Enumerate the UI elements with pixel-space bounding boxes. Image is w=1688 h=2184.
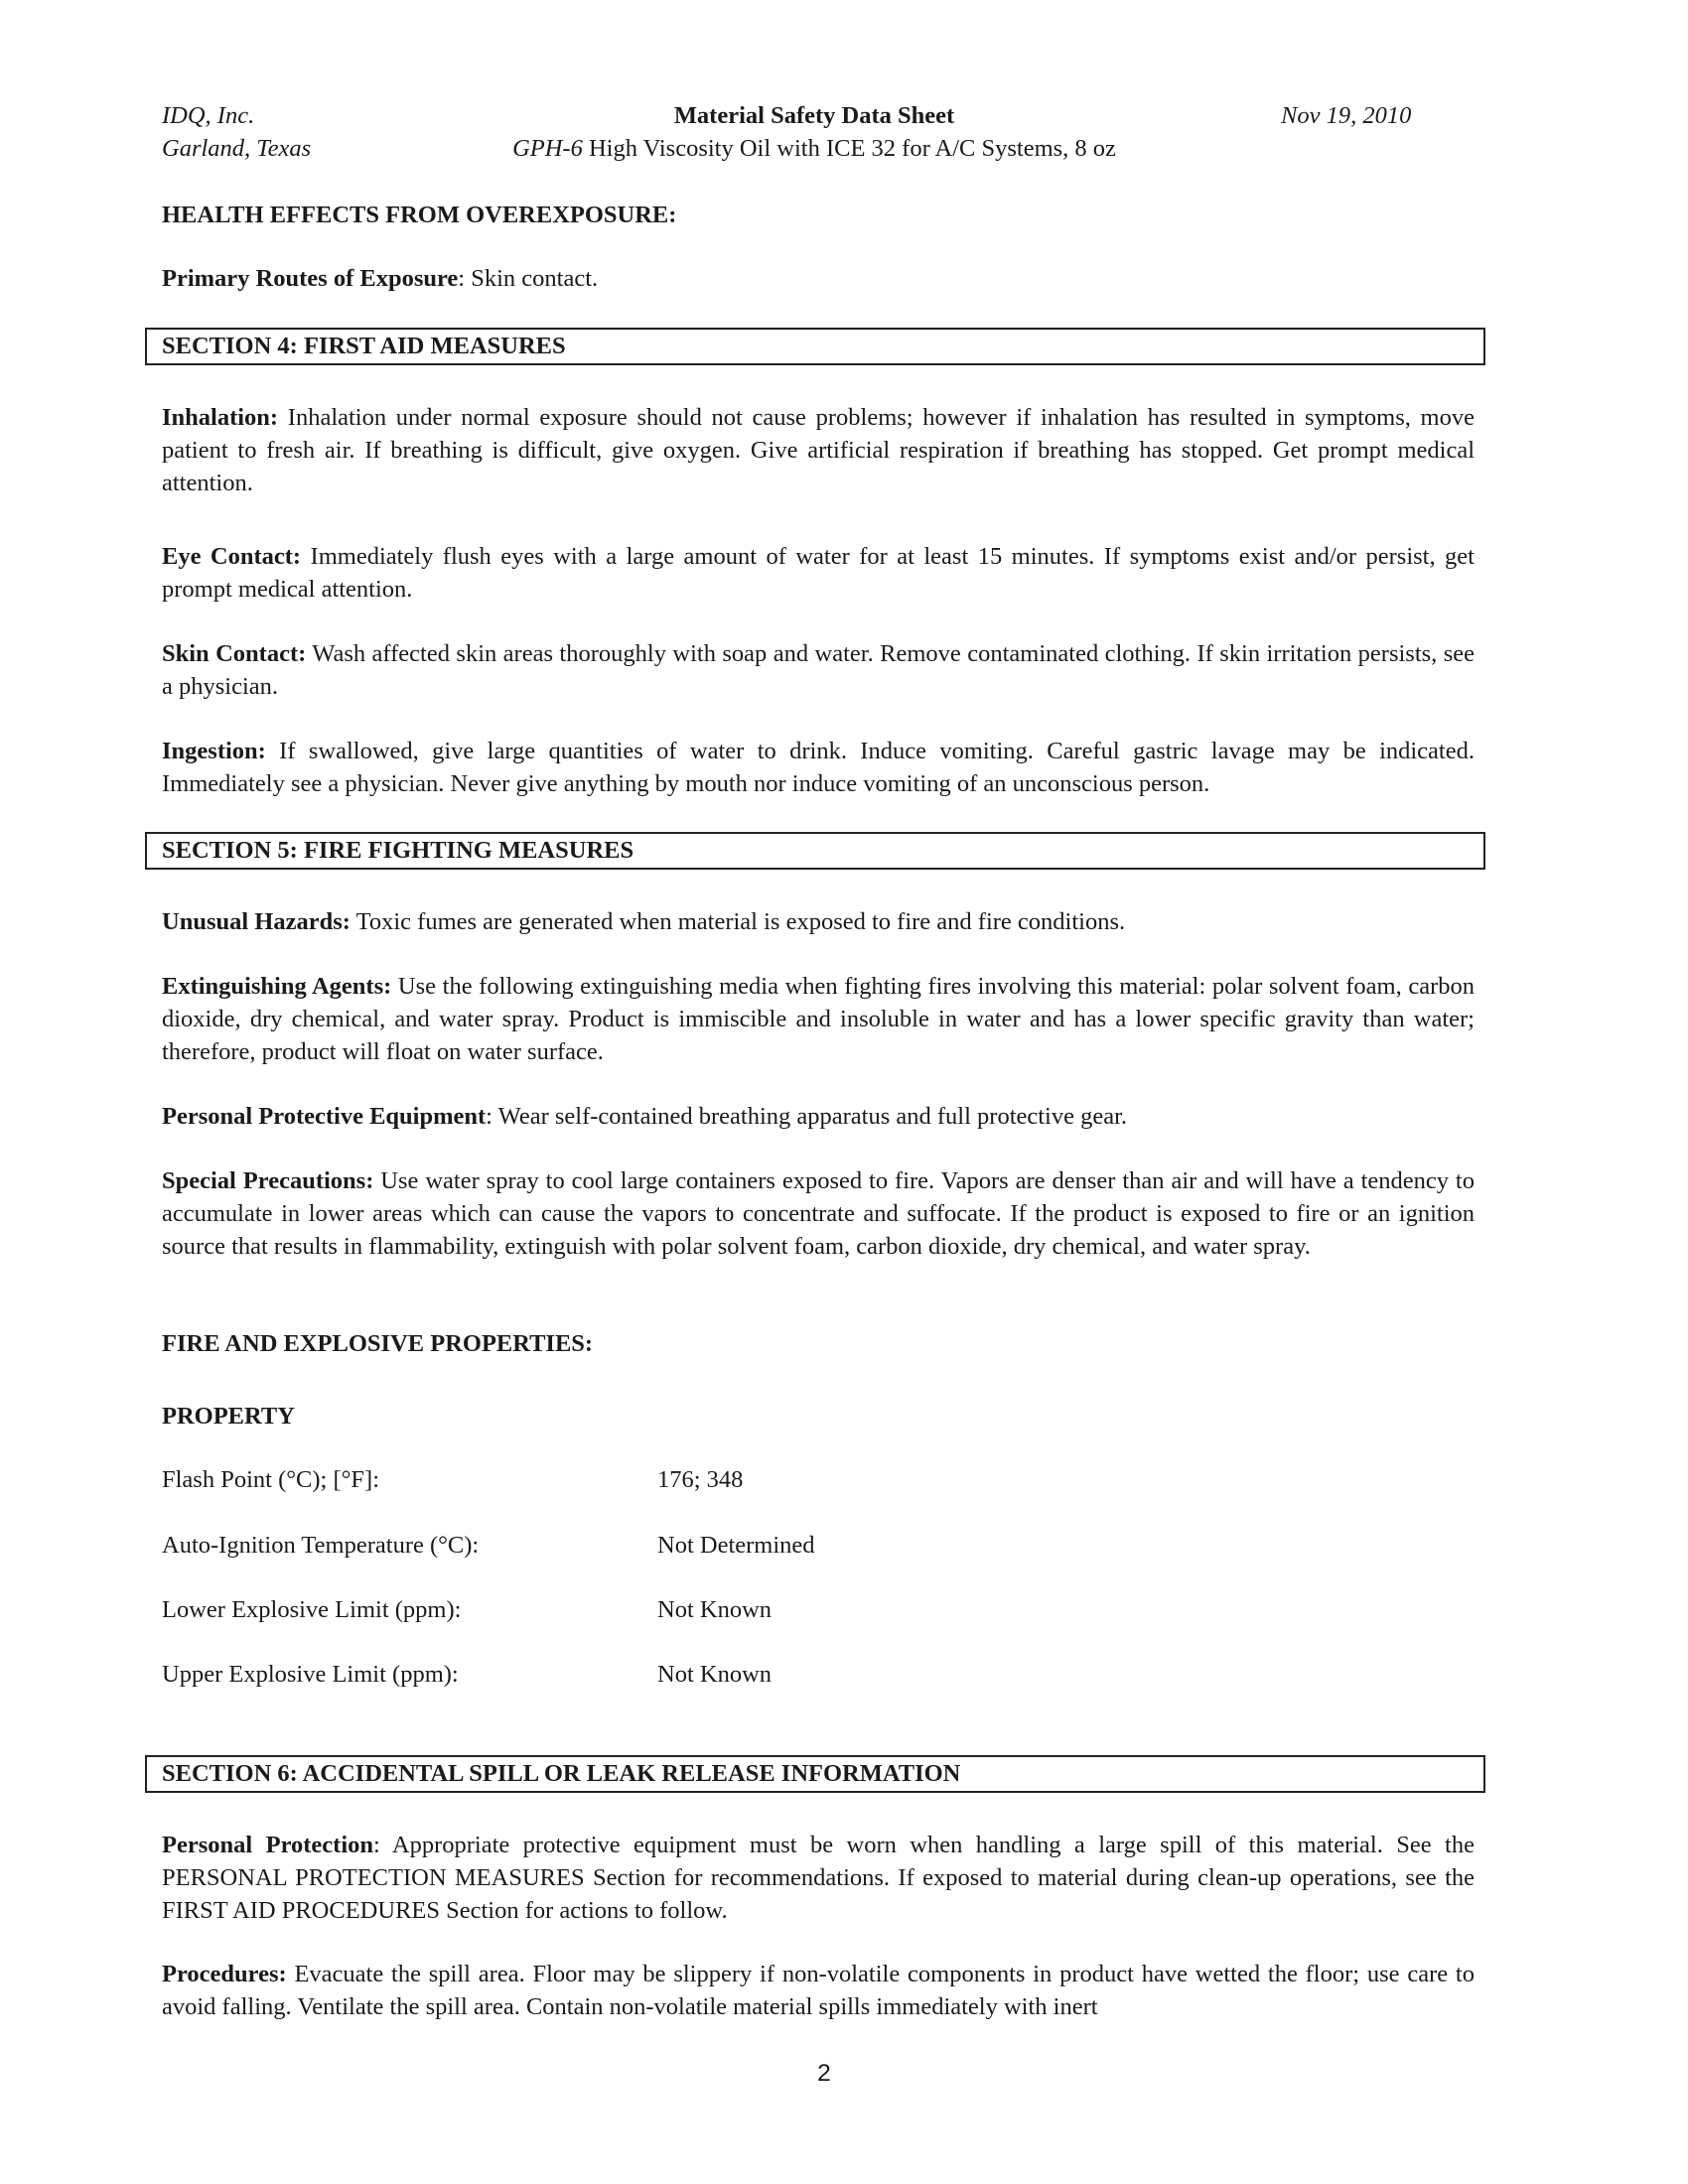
product-line [377, 132, 1251, 165]
product-description: High Viscosity Oil with ICE 32 for A/C Systems, 8 oz [582, 135, 1116, 162]
eye-contact-paragraph [162, 540, 1475, 606]
health-effects-heading: HEALTH EFFECTS FROM OVEREXPOSURE: [162, 202, 677, 228]
unusual-hazards-paragraph [162, 905, 1475, 938]
section-5-header: SECTION 5: FIRE FIGHTING MEASURES [145, 832, 1485, 870]
ingestion-paragraph [162, 735, 1475, 800]
ingestion-label: Ingestion: [162, 738, 266, 764]
ppe-paragraph [162, 1100, 1475, 1133]
eye-contact-label: Eye Contact: [162, 543, 302, 570]
unusual-hazards-label: Unusual Hazards: [162, 908, 351, 935]
primary-routes-paragraph [162, 262, 1475, 295]
header-left [162, 99, 311, 165]
inhalation-text: Inhalation under normal exposure should not cause problems; however if inhalation has resulted in symptoms, move patient to fresh air. If breathing is difficult, give oxygen. Give artificial respiration if breathing has stopped. Get prompt medical attention. [162, 404, 1475, 496]
property-label: Upper Explosive Limit (ppm): [162, 1661, 459, 1688]
property-label: Flash Point (°C); [°F]: [162, 1466, 380, 1493]
primary-routes-text: : Skin contact. [458, 265, 599, 292]
property-label: Auto-Ignition Temperature (°C): [162, 1532, 480, 1559]
personal-protection-text: : Appropriate protective equipment must be worn when handling a large spill of this material. See the PERSONAL PROTECTION MEASURES Section for recommendations. If exposed to material during clean-up operations, see the FIRST AID PROCEDURES Section for actions to follow. [162, 1832, 1475, 1924]
product-code: GPH-6 [512, 135, 583, 162]
property-value: Not Known [657, 1661, 773, 1688]
special-precautions-paragraph [162, 1164, 1475, 1263]
skin-contact-paragraph [162, 637, 1475, 703]
property-value: Not Determined [657, 1532, 815, 1559]
property-heading: PROPERTY [162, 1403, 295, 1430]
primary-routes-label: Primary Routes of Exposure [162, 265, 459, 292]
company-name: IDQ, Inc. [162, 102, 255, 129]
extinguishing-agents-paragraph [162, 970, 1475, 1068]
section-6-header: SECTION 6: ACCIDENTAL SPILL OR LEAK RELEASE INFORMATION [145, 1755, 1485, 1793]
skin-contact-label: Skin Contact: [162, 640, 307, 667]
property-value: Not Known [657, 1596, 773, 1623]
special-precautions-label: Special Precautions: [162, 1167, 374, 1194]
document-title: Material Safety Data Sheet [673, 102, 955, 129]
document-date: Nov 19, 2010 [1281, 102, 1412, 129]
ppe-text: : Wear self-contained breathing apparatus and full protective gear. [486, 1103, 1128, 1130]
special-precautions-text: Use water spray to cool large containers exposed to fire. Vapors are denser than air and will have a tendency to accumulate in lower areas which can cause the vapors to concentrate and suffocate. If the product is exposed to fire or an ignition source that results in flammability, extinguish with polar solvent foam, carbon dioxide, dry chemical, and water spray. [162, 1167, 1475, 1260]
procedures-label: Procedures: [162, 1961, 287, 1987]
company-location: Garland, Texas [162, 135, 312, 162]
property-label: Lower Explosive Limit (ppm): [162, 1596, 462, 1623]
section-4-header: SECTION 4: FIRST AID MEASURES [145, 328, 1485, 365]
page-number: 2 [817, 2060, 831, 2087]
property-value: 176; 348 [657, 1466, 744, 1493]
extinguishing-agents-text: Use the following extinguishing media when fighting fires involving this material: polar solvent foam, carbon dioxide, dry chemical, and water spray. Product is immiscible and insoluble in water and has a lower specific gravity than water; therefore, product will float on water surface. [162, 973, 1475, 1065]
header-center [377, 99, 1251, 165]
procedures-paragraph [162, 1958, 1475, 2023]
skin-contact-text: Wash affected skin areas thoroughly with soap and water. Remove contaminated clothing. If skin irritation persists, see a physician. [162, 640, 1476, 700]
ingestion-text: If swallowed, give large quantities of water to drink. Induce vomiting. Careful gastric lavage may be indicated. Immediately see a physician. Never give anything by mouth nor induce vomiting of an unconscious person. [162, 738, 1475, 797]
unusual-hazards-text: Toxic fumes are generated when material is exposed to fire and fire conditions. [350, 908, 1126, 935]
ppe-label: Personal Protective Equipment [162, 1103, 487, 1130]
eye-contact-text: Immediately flush eyes with a large amount of water for at least 15 minutes. If symptoms exist and/or persist, get prompt medical attention. [162, 543, 1475, 603]
personal-protection-label: Personal Protection [162, 1832, 373, 1858]
procedures-text: Evacuate the spill area. Floor may be slippery if non-volatile components in product have wetted the floor; use care to avoid falling. Ventilate the spill area. Contain non-volatile material spills immediately with inert [162, 1961, 1475, 2020]
extinguishing-agents-label: Extinguishing Agents: [162, 973, 392, 1000]
personal-protection-paragraph [162, 1829, 1475, 1927]
inhalation-label: Inhalation: [162, 404, 279, 431]
fire-properties-heading: FIRE AND EXPLOSIVE PROPERTIES: [162, 1330, 594, 1357]
inhalation-paragraph [162, 401, 1475, 499]
